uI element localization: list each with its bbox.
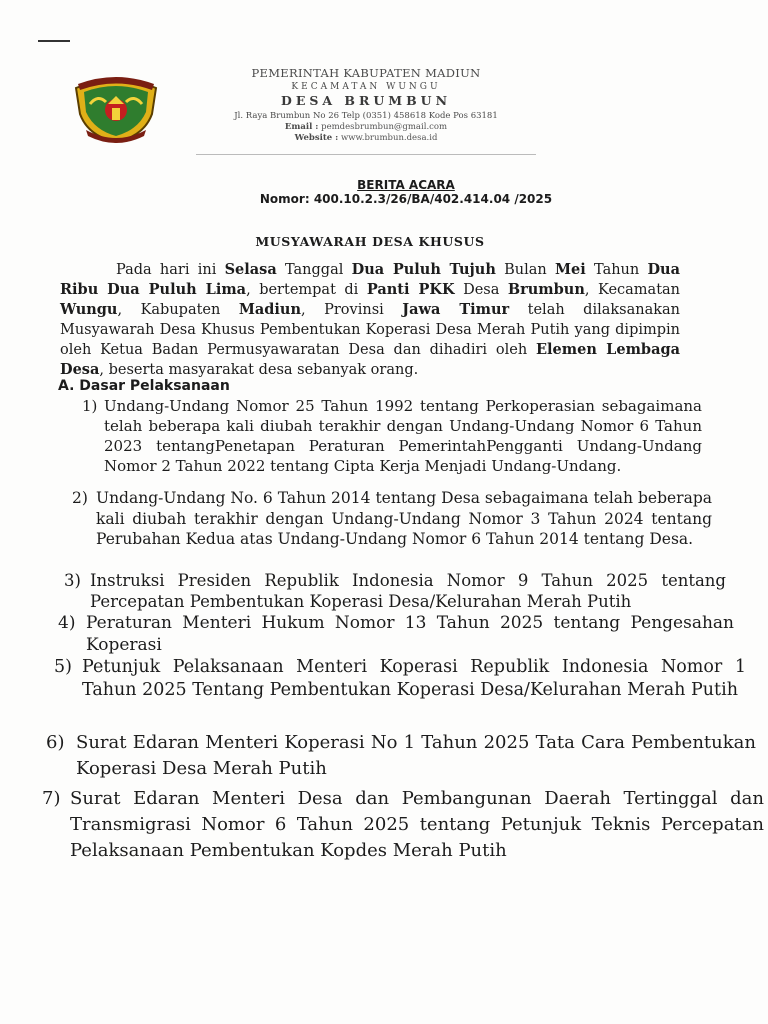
- email-label: Email :: [284, 122, 319, 132]
- list-item-text: Undang-Undang Nomor 25 Tahun 1992 tentang Perkoperasian sebagaimana telah beberapa kali diubah terakhir dengan Undang-Undang Nomor 6 Tahun 2023 tentangPenetapan Peraturan PemerintahPengganti Undang-Undang Nomor 2 Tahun 2022 tentang Cipta Kerja Menjadi Undang-Undang.: [104, 397, 702, 475]
- document-number: Nomor: 400.10.2.3/26/BA/402.414.04 /2025: [259, 192, 553, 206]
- para-elemen: Elemen Lembaga Desa: [60, 341, 680, 378]
- kabupaten-madiun-logo-icon: [68, 74, 164, 144]
- letterhead-website: [196, 133, 536, 143]
- para-text: , Kecamatan: [584, 282, 681, 298]
- letterhead-email: [196, 122, 536, 132]
- list-item-number: 6): [46, 732, 65, 753]
- para-text: Tahun: [585, 262, 648, 278]
- document-title: BERITA ACARA: [357, 178, 455, 192]
- para-tahun: Dua Ribu Dua Puluh Lima: [60, 261, 680, 298]
- website-label: Website :: [294, 133, 339, 143]
- list-item: [42, 786, 764, 864]
- list-item-text: Peraturan Menteri Hukum Nomor 13 Tahun 2025 tentang Pengesahan Koperasi: [86, 613, 734, 655]
- list-item-number: 1): [82, 397, 98, 415]
- list-item-number: 5): [54, 657, 72, 677]
- list-item-text: Surat Edaran Menteri Desa dan Pembangunan Daerah Tertinggal dan Transmigrasi Nomor 6 Tahun 2025 tentang Petunjuk Teknis Percepatan Pelaksanaan Pembentukan Kopdes Merah Putih: [70, 788, 764, 861]
- list-item: [58, 612, 734, 656]
- para-kecamatan: Wungu: [60, 301, 118, 318]
- letterhead-kecamatan: KECAMATAN WUNGU: [291, 82, 441, 92]
- para-tempat: Panti PKK: [366, 281, 455, 298]
- para-desa: Brumbun: [507, 281, 585, 298]
- letterhead: [196, 66, 536, 143]
- para-provinsi: Jawa Timur: [402, 301, 510, 318]
- para-text: , Provinsi: [301, 302, 403, 318]
- para-text: , Kabupaten: [117, 302, 239, 318]
- para-text: Pada hari ini: [116, 262, 225, 278]
- list-item-text: Instruksi Presiden Republik Indonesia Nomor 9 Tahun 2025 tentang Percepatan Pembentukan Koperasi Desa/Kelurahan Merah Putih: [90, 571, 726, 611]
- list-item-number: 2): [72, 489, 88, 507]
- para-hari: Selasa: [224, 261, 277, 278]
- para-text: Tanggal: [276, 262, 352, 278]
- list-item: [46, 730, 756, 782]
- list-item-text: Surat Edaran Menteri Koperasi No 1 Tahun 2025 Tata Cara Pembentukan Koperasi Desa Merah Putih: [76, 732, 756, 779]
- list-item-text: Petunjuk Pelaksanaan Menteri Koperasi Republik Indonesia Nomor 1 Tahun 2025 Tentang Pembentukan Koperasi Desa/Kelurahan Merah Putih: [82, 657, 746, 700]
- pen-mark: [38, 40, 70, 42]
- para-kabupaten: Madiun: [238, 301, 302, 318]
- para-text: Bulan: [495, 262, 555, 278]
- para-text: , bertempat di: [246, 282, 367, 298]
- letterhead-government: PEMERINTAH KABUPATEN MADIUN: [251, 66, 481, 80]
- letterhead-address: Jl. Raya Brumbun No 26 Telp (0351) 458618 Kode Pos 63181: [234, 111, 498, 121]
- list-item-text: Undang-Undang No. 6 Tahun 2014 tentang Desa sebagaimana telah beberapa kali diubah terakhir dengan Undang-Undang Nomor 3 Tahun 2024 tentang Perubahan Kedua atas Undang-Undang Nomor 6 Tahun 2014 tentang Desa.: [96, 489, 712, 548]
- list-item: [64, 570, 726, 612]
- list-item-number: 4): [58, 613, 76, 633]
- list-item: [72, 488, 712, 550]
- list-item-number: 3): [64, 571, 81, 590]
- list-item: [82, 396, 702, 476]
- list-item-number: 7): [42, 788, 61, 809]
- para-text: , beserta masyarakat desa sebanyak orang.: [99, 362, 419, 378]
- website-value: www.brumbun.desa.id: [340, 133, 438, 143]
- para-tanggal: Dua Puluh Tujuh: [351, 261, 496, 278]
- para-bulan: Mei: [554, 261, 586, 278]
- para-text: telah dilaksanakan Musyawarah Desa Khusus Pembentukan Koperasi Desa Merah Putih yang dipimpin oleh Ketua Badan Permusyawaratan Desa dan dihadiri oleh: [60, 302, 680, 358]
- email-value: pemdesbrumbun@gmail.com: [321, 122, 448, 132]
- letterhead-desa: DESA BRUMBUN: [280, 93, 452, 108]
- opening-paragraph: [60, 260, 680, 380]
- letterhead-divider: [196, 154, 536, 155]
- document-subtitle: MUSYAWARAH DESA KHUSUS: [255, 234, 485, 249]
- list-item: [54, 656, 746, 702]
- para-text: Desa: [454, 282, 508, 298]
- section-heading: A. Dasar Pelaksanaan: [58, 378, 230, 394]
